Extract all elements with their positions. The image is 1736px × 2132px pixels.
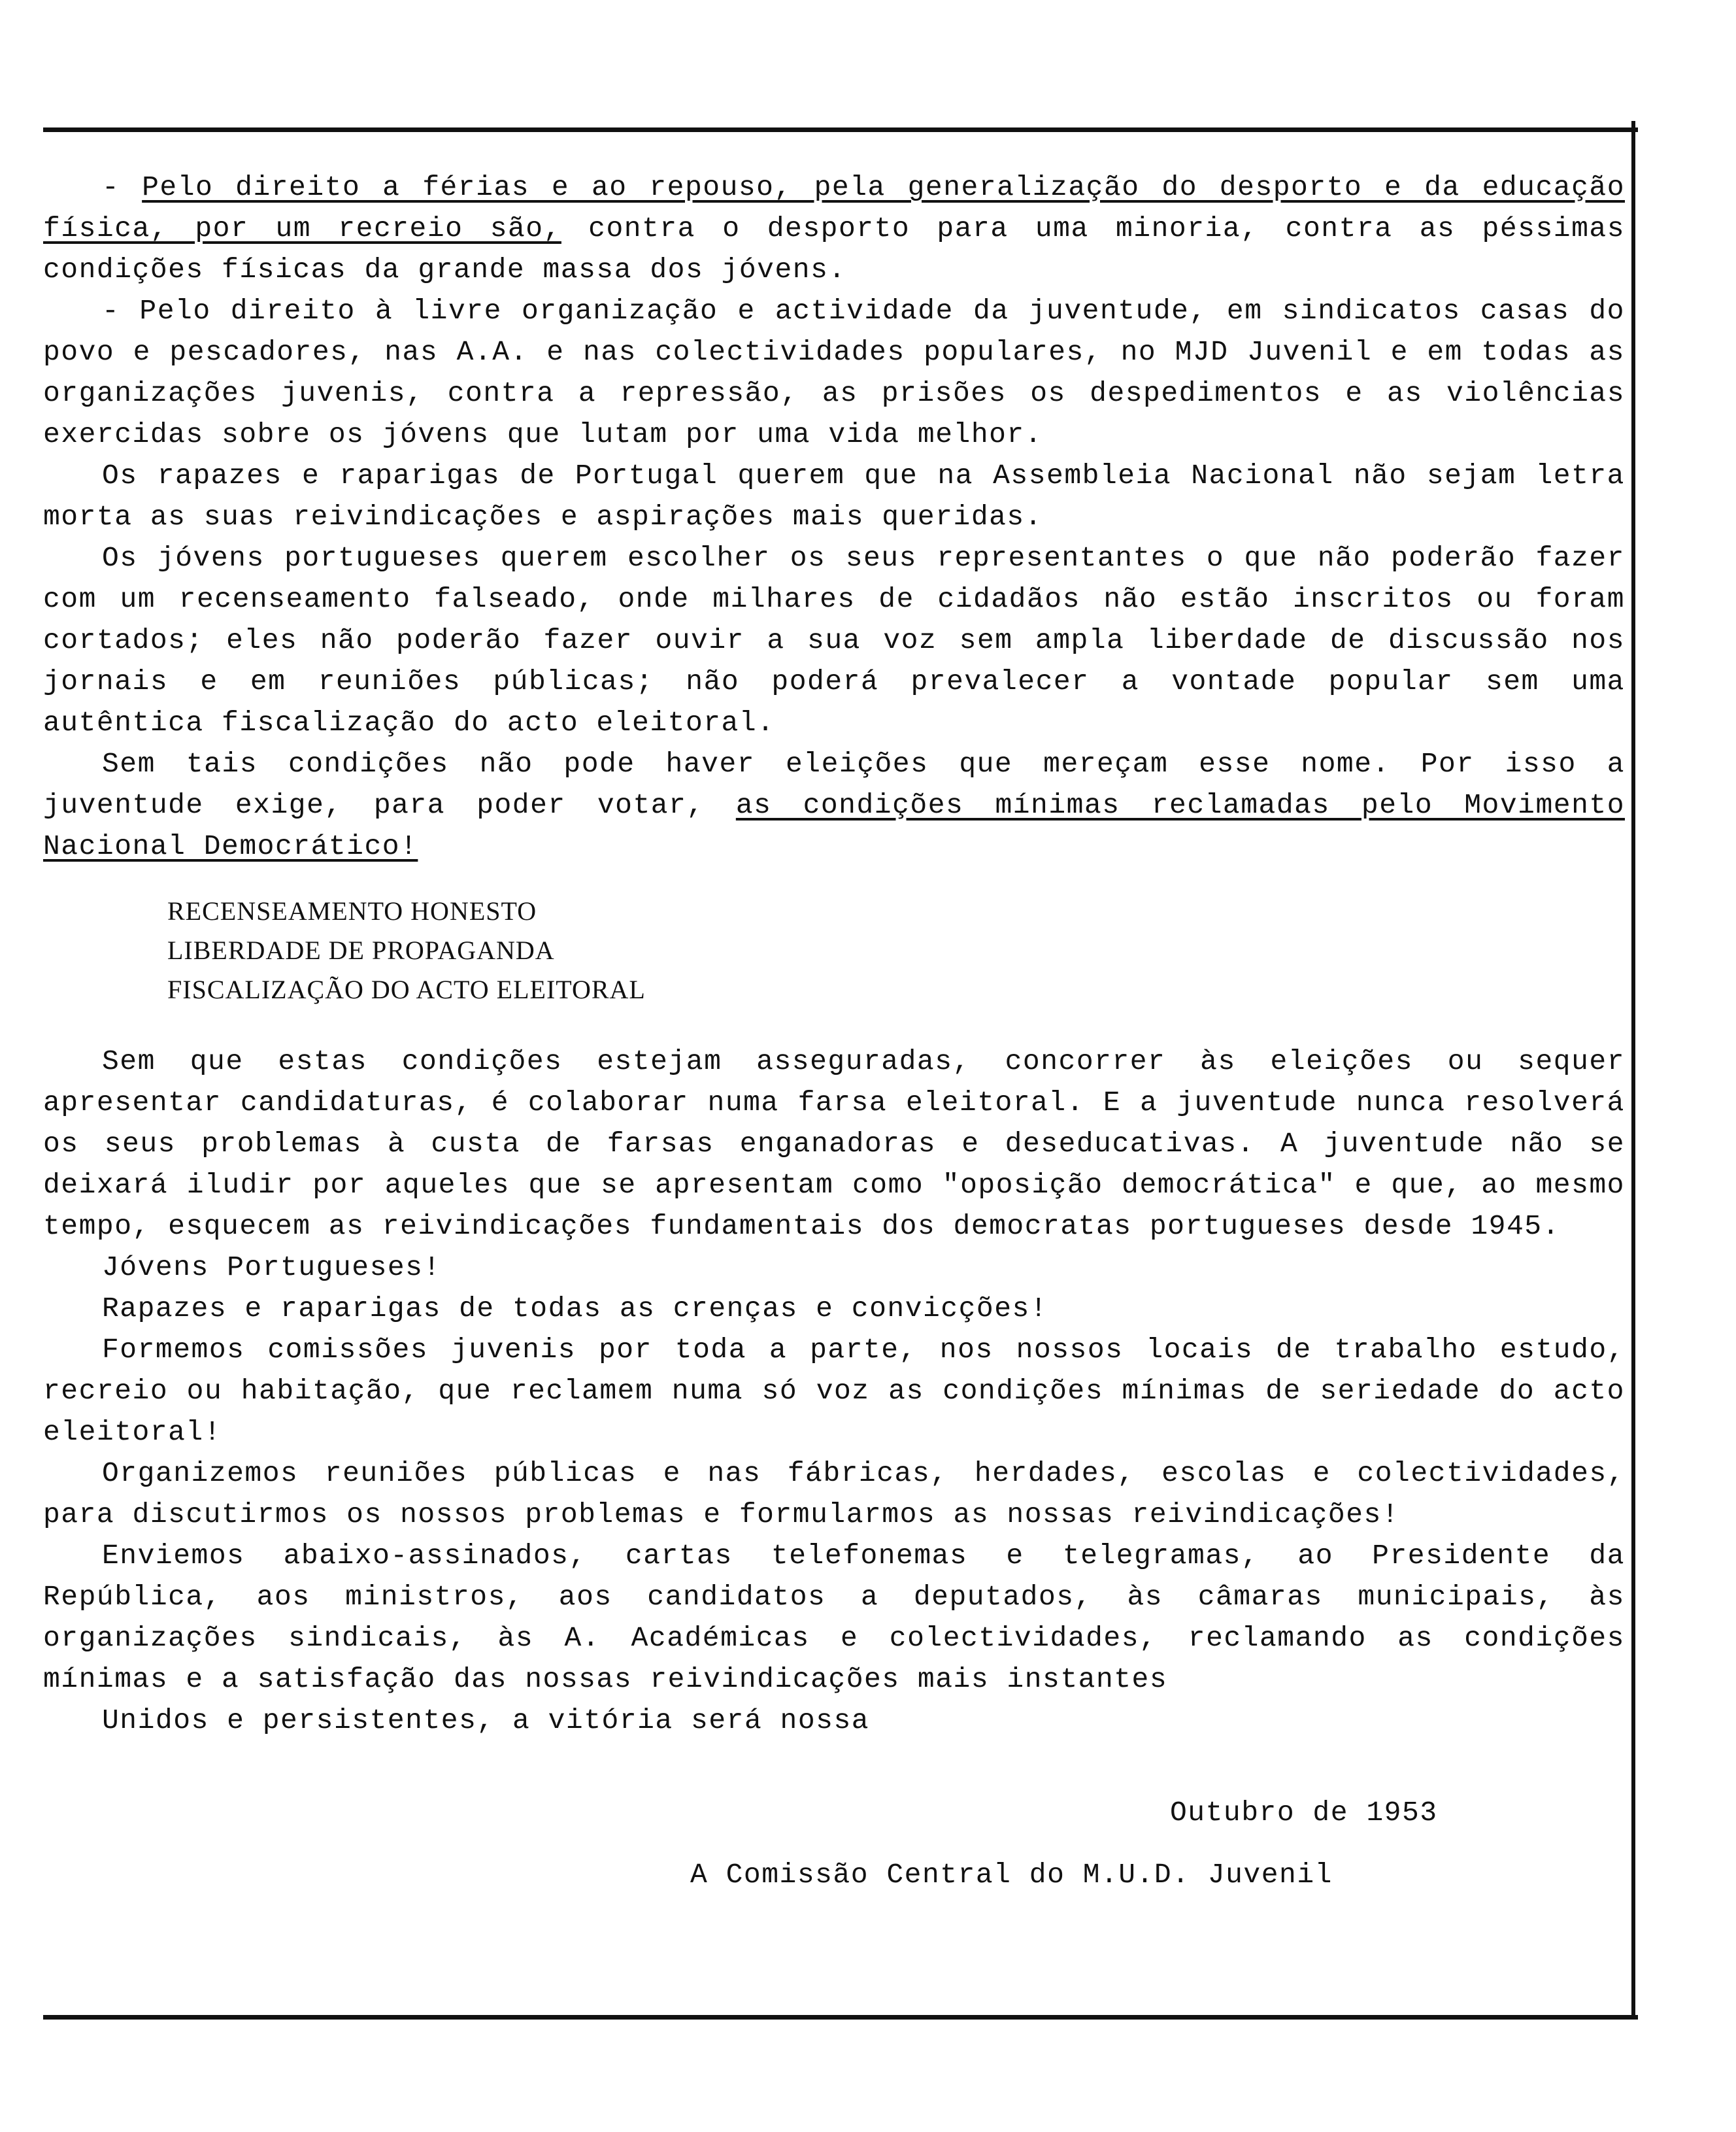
paragraph-meetings: Organizemos reuniões públicas e nas fábricas, herdades, escolas e colectividades, para discutirmos os nossos problemas e formularmos as nossas reivindicações!: [43, 1457, 1625, 1531]
exclamation-youth: Jóvens Portugueses!: [102, 1251, 441, 1283]
bottom-border-rule: [43, 2015, 1638, 2020]
slogan-inspection: FISCALIZAÇÃO DO ACTO ELEITORAL: [167, 975, 646, 1004]
underlined-conditions: as condições mínimas reclamadas pelo Movimento Nacional Democrático!: [43, 789, 1625, 862]
dash-bullet: -: [102, 171, 142, 203]
paragraph-committees: Formemos comissões juvenis por toda a parte, nos nossos locais de trabalho estudo, recreio ou habitação, que reclamem numa só voz as condições mínimas de seriedade do acto eleitoral!: [43, 1334, 1625, 1448]
slogan-census: RECENSEAMENTO HONESTO: [167, 896, 537, 926]
paragraph-assembly: Os rapazes e raparigas de Portugal querem que na Assembleia Nacional não sejam letra morta as suas reivindicações e aspirações mais queridas.: [43, 460, 1625, 533]
document-date: Outubro de 1953: [1170, 1797, 1438, 1829]
top-border-rule: [43, 127, 1638, 132]
paragraph-conditions: [43, 743, 1625, 867]
document-signature: A Comissão Central do M.U.D. Juvenil: [690, 1859, 1333, 1891]
right-border-rule: [1631, 121, 1635, 2017]
paragraph-text: contra o desporto para uma minoria, contra as péssimas condições físicas da grande massa dos jóvens.: [43, 212, 1625, 286]
exclamation-beliefs: Rapazes e raparigas de todas as crenças e convicções!: [102, 1293, 1048, 1325]
paragraph-petitions: Enviemos abaixo-assinados, cartas telefonemas e telegramas, ao Presidente da República, aos ministros, aos candidatos a deputados, às câmaras municipais, às organizações sindicais, às A. Académicas e colectividades, reclamando as condições mínimas e a satisfação das nossas reivindicações mais instantes: [43, 1540, 1625, 1695]
document-body: [43, 167, 1625, 1895]
slogan-propaganda: LIBERDADE DE PROPAGANDA: [167, 936, 555, 965]
paragraph-organization-rights: - Pelo direito à livre organização e actividade da juventude, em sindicatos casas do povo e pescadores, nas A.A. e nas colectividades populares, no MJD Juvenil e em todas as organizações juvenis, contra a repressão, as prisões os despedimentos e as violências exercidas sobre os jóvens que lutam por uma vida melhor.: [43, 295, 1625, 450]
paragraph-text: Sem tais condições não pode haver eleições que mereçam esse nome. Por isso a juventude exige, para poder votar,: [43, 748, 1625, 821]
paragraph-farce: Sem que estas condições estejam asseguradas, concorrer às eleições ou sequer apresentar candidaturas, é colaborar numa farsa eleitoral. E a juventude nunca resolverá os seus problemas à custa de farsas enganadoras e deseducativas. A juventude não se deixará iludir por aqueles que se apresentam como "oposição democrática" e que, ao mesmo tempo, esquecem as reivindicações fundamentais dos democratas portugueses desde 1945.: [43, 1045, 1625, 1242]
paragraph-rest-rights: [43, 167, 1625, 290]
paragraph-closing: Unidos e persistentes, a vitória será nossa: [102, 1704, 870, 1736]
paragraph-representatives: Os jóvens portugueses querem escolher os seus representantes o que não poderão fazer com um recenseamento falseado, onde milhares de cidadãos não estão inscritos ou foram cortados; eles não poderão fazer ouvir a sua voz sem ampla liberdade de discussão nos jornais e em reuniões públicas; não poderá prevalecer a vontade popular sem uma autêntica fiscalização do acto eleitoral.: [43, 542, 1625, 739]
underlined-demand: Pelo direito a férias e ao repouso, pela generalização do desporto e da educação física, por um recreio são,: [43, 171, 1626, 245]
slogan-list: [167, 892, 1625, 1009]
